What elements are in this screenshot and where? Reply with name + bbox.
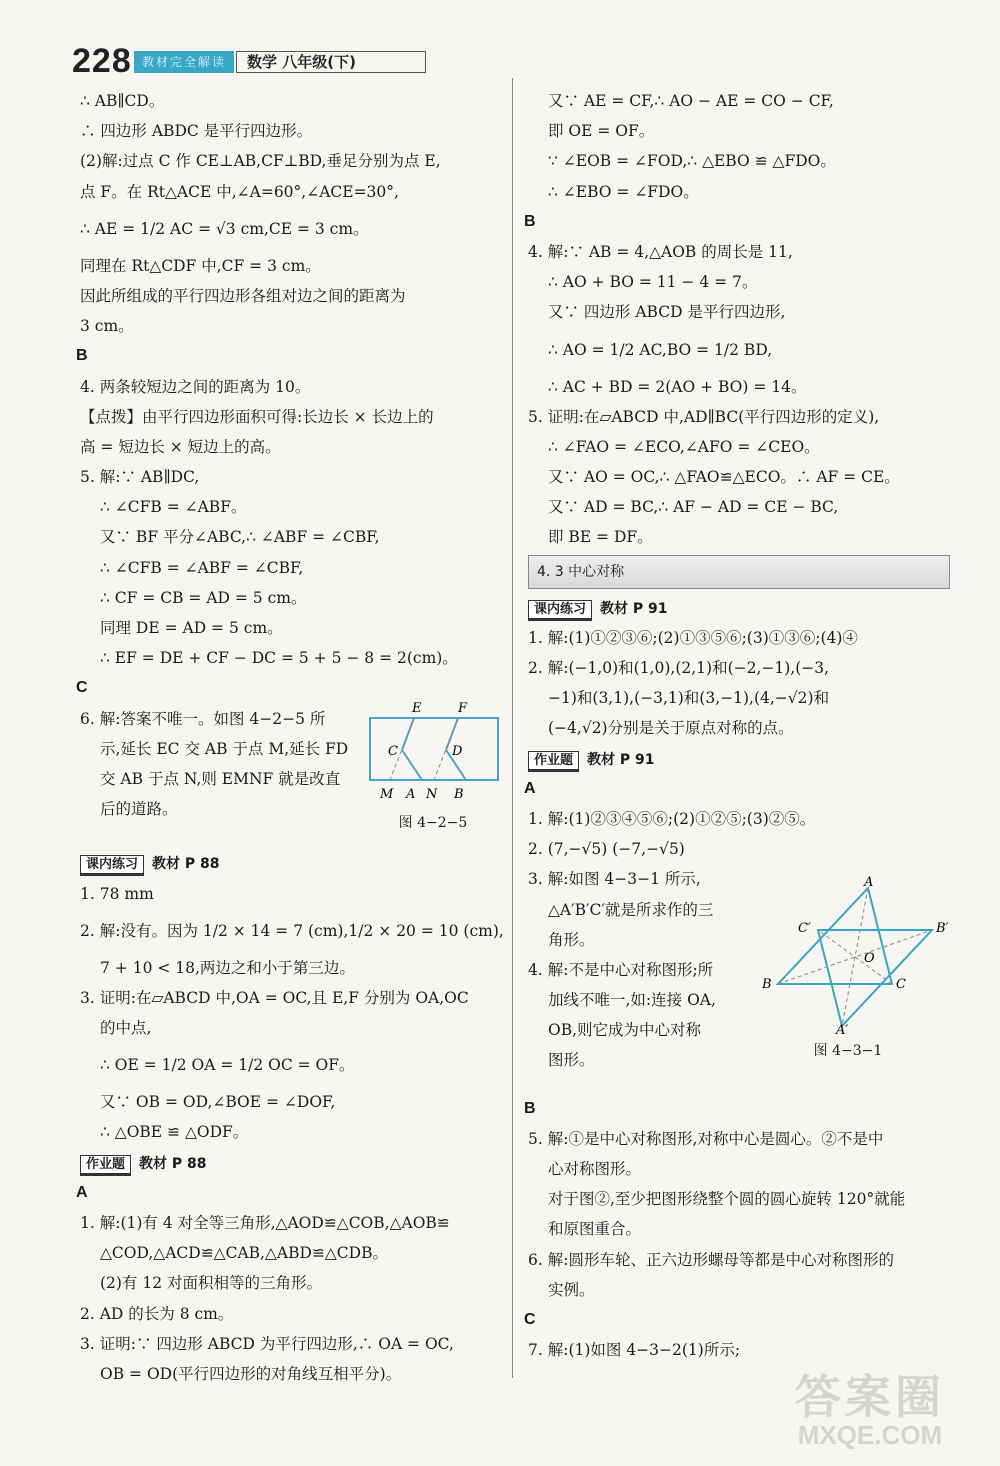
text-line: OB,则它成为中心对称 <box>548 1021 702 1040</box>
homework-tag: 作业题 <box>80 1155 131 1176</box>
text-line: 实例。 <box>548 1280 595 1299</box>
fig-label: B′ <box>936 921 949 936</box>
right-column <box>524 86 968 1365</box>
homework-tag: 作业题 <box>528 751 579 772</box>
text-line: 7 + 10 < 18,两边之和小于第三边。 <box>100 958 355 977</box>
text-line: 5. 证明:在▱ABCD 中,AD∥BC(平行四边形的定义), <box>528 407 880 426</box>
textbook-ref: 教材 P 88 <box>152 856 220 873</box>
fig-label: A <box>864 876 874 890</box>
homework-heading <box>80 1148 500 1178</box>
fig-label: D <box>452 744 463 759</box>
text-line: 即 BE = DF。 <box>548 528 653 547</box>
level-letter: C <box>524 1310 536 1328</box>
text-line: 4. 两条较短边之间的距离为 10。 <box>80 377 311 396</box>
text-line: −1)和(3,1),(−3,1)和(3,−1),(4,−√2)和 <box>548 689 830 708</box>
fig-label: C′ <box>798 921 811 936</box>
text-line: 4. 解:不是中心对称图形;所 <box>528 960 714 979</box>
column-divider <box>512 78 513 1378</box>
text-line: △COD,△ACD≌△CAB,△ABD≌△CDB。 <box>100 1244 388 1263</box>
text-line: 又∵ OB = OD,∠BOE = ∠DOF, <box>100 1093 336 1112</box>
text-line: 4. 解:∵ AB = 4,△AOB 的周长是 11, <box>528 242 793 261</box>
level-letter: B <box>76 347 88 365</box>
level-letter: B <box>524 1099 536 1117</box>
figure-caption: 图 4−2−5 <box>398 815 468 831</box>
practice-tag: 课内练习 <box>80 855 144 876</box>
text-line: ∴ ∠FAO = ∠ECO,∠AFO = ∠CEO。 <box>548 437 820 456</box>
text-line: 交 AB 于点 N,则 EMNF 就是改直 <box>100 769 341 788</box>
text-line: 1. 78 mm <box>80 884 154 903</box>
text-line: 3. 证明:在▱ABCD 中,OA = OC,且 E,F 分别为 OA,OC <box>80 988 469 1007</box>
text-line: ∴ CF = CB = AD = 5 cm。 <box>100 588 307 607</box>
text-line: 角形。 <box>548 930 595 949</box>
text-line: 心对称图形。 <box>548 1160 642 1178</box>
text-line: 又∵ BF 平分∠ABC,∴ ∠ABF = ∠CBF, <box>100 528 380 547</box>
fig-label: E <box>412 701 422 716</box>
fig-label: A′ <box>836 1023 849 1036</box>
text-line: (−4,√2)分别是关于原点对称的点。 <box>548 719 794 738</box>
text-line: ∵ ∠EOB = ∠FOD,∴ △EBO ≌ △FDO。 <box>548 152 836 171</box>
text-line: 1. 解:(1)①②③⑥;(2)①③⑤⑥;(3)①③⑥;(4)④ <box>528 628 858 647</box>
text-line: 7. 解:(1)如图 4−3−2(1)所示; <box>528 1341 741 1360</box>
text-line: 图形。 <box>548 1051 595 1070</box>
text-line: 2. AD 的长为 8 cm。 <box>80 1304 234 1323</box>
fig-label: O <box>864 951 875 966</box>
text-line: 即 OE = OF。 <box>548 122 655 141</box>
text-line: ∴ △OBE ≌ △ODF。 <box>100 1123 249 1142</box>
text-line: 【点拨】由平行四边形面积可得:长边长 × 长边上的 <box>80 407 434 426</box>
text-line: 同理 DE = AD = 5 cm。 <box>100 619 283 637</box>
watermark-title: 答案圈 <box>795 1371 945 1423</box>
text-line: 2. 解:(−1,0)和(1,0),(2,1)和(−2,−1),(−3, <box>528 659 830 677</box>
level-letter: C <box>76 679 88 697</box>
text-line: 1. 解:(1)②③④⑤⑥;(2)①②⑤;(3)②⑤。 <box>528 809 816 828</box>
section-title: 4. 3 中心对称 <box>528 555 950 589</box>
text-line: (2)解:过点 C 作 CE⊥AB,CF⊥BD,垂足分别为点 E, <box>80 152 441 171</box>
text-line: ∴ AC + BD = 2(AO + BO) = 14。 <box>548 377 807 396</box>
text-line: 又∵ 四边形 ABCD 是平行四边形, <box>548 303 786 322</box>
practice-tag: 课内练习 <box>528 600 592 621</box>
text-line: 的中点, <box>100 1019 152 1038</box>
figure-caption: 图 4−3−1 <box>813 1043 883 1059</box>
text-line: ∴ 四边形 ABDC 是平行四边形。 <box>80 122 313 141</box>
text-line: ∴ ∠CFB = ∠ABF = ∠CBF, <box>100 558 304 577</box>
level-letter: B <box>524 212 536 230</box>
fig-label: N <box>426 787 438 802</box>
textbook-ref: 教材 P 91 <box>600 600 668 617</box>
subject-label: 数学 八年级(下) <box>236 51 426 73</box>
text-line: (2)有 12 对面积相等的三角形。 <box>100 1274 323 1293</box>
text-line: 又∵ AE = CF,∴ AO − AE = CO − CF, <box>548 92 834 110</box>
text-line: ∴ OE = 1/2 OA = 1/2 OC = OF。 <box>100 1056 355 1075</box>
fig-label: C <box>388 744 398 759</box>
level-letter: A <box>524 779 536 797</box>
triangle-diagram <box>758 876 958 1036</box>
practice-heading <box>528 593 968 623</box>
watermark-url: MXQE.COM <box>797 1420 943 1450</box>
text-line: 2. 解:没有。因为 1/2 × 14 = 7 (cm),1/2 × 20 = 10 (cm), <box>80 921 504 940</box>
text-line: 又∵ AO = OC,∴ △FAO≌△ECO。∴ AF = CE。 <box>548 468 900 487</box>
fig-label: C <box>896 977 906 992</box>
text-line: 示,延长 EC 交 AB 于点 M,延长 FD <box>100 739 349 758</box>
text-line: 6. 解:圆形车轮、正六边形螺母等都是中心对称图形的 <box>528 1250 894 1269</box>
figure-4-3-1 <box>758 876 958 1066</box>
text-line: 3. 证明:∵ 四边形 ABCD 为平行四边形,∴ OA = OC, <box>80 1334 454 1353</box>
textbook-ref: 教材 P 88 <box>139 1155 207 1172</box>
road-diagram <box>362 700 504 808</box>
text-line: 点 F。在 Rt△ACE 中,∠A=60°,∠ACE=30°, <box>80 182 399 201</box>
text-line: 后的道路。 <box>100 800 178 819</box>
text-line: △A′B′C′就是所求作的三 <box>548 900 714 919</box>
fig-label: B <box>762 977 772 992</box>
page-number: 228 <box>72 42 132 80</box>
text-line: 加线不唯一,如:连接 OA, <box>548 991 716 1010</box>
text-line: 3. 解:如图 4−3−1 所示, <box>528 870 701 889</box>
text-line: 2. (7,−√5) (−7,−√5) <box>528 840 685 859</box>
text-line: 同理在 Rt△CDF 中,CF = 3 cm。 <box>80 256 321 275</box>
text-line: 又∵ AD = BC,∴ AF − AD = CE − BC, <box>548 498 839 517</box>
text-line: 因此所组成的平行四边形各组对边之间的距离为 <box>80 286 406 305</box>
text-line: 5. 解:∵ AB∥DC, <box>80 468 200 487</box>
text-line: 1. 解:(1)有 4 对全等三角形,△AOD≌△COB,△AOB≌ <box>80 1214 450 1232</box>
textbook-ref: 教材 P 91 <box>587 751 655 768</box>
level-letter: A <box>76 1183 88 1201</box>
text-line: ∴ AO = 1/2 AC,BO = 1/2 BD, <box>548 340 773 359</box>
fig-label: M <box>380 787 394 802</box>
text-line: 3 cm。 <box>80 317 134 336</box>
watermark <box>770 1371 970 1454</box>
text-line: 对于图②,至少把图形绕整个圆的圆心旋转 120°就能 <box>548 1190 906 1209</box>
spacer-line <box>528 1076 968 1094</box>
text-line: ∴ ∠CFB = ∠ABF。 <box>100 498 247 517</box>
text-line: ∴ AO + BO = 11 − 4 = 7。 <box>548 273 758 292</box>
fig-label: A <box>406 787 416 802</box>
text-line: ∴ AB∥CD。 <box>80 92 165 110</box>
fig-label: F <box>458 701 468 716</box>
text-line: ∴ ∠EBO = ∠FDO。 <box>548 182 699 201</box>
text-line: 和原图重合。 <box>548 1220 642 1239</box>
text-line: 高 = 短边长 × 短边上的高。 <box>80 437 281 456</box>
text-line: OB = OD(平行四边形的对角线互相平分)。 <box>100 1364 402 1383</box>
homework-heading <box>528 744 968 774</box>
text-line: ∴ AE = 1/2 AC = √3 cm,CE = 3 cm。 <box>80 219 369 238</box>
practice-heading <box>80 848 500 878</box>
text-line: 5. 解:①是中心对称图形,对称中心是圆心。②不是中 <box>528 1129 884 1148</box>
series-banner: 教材完全解读 <box>134 51 234 73</box>
text-line: ∴ EF = DE + CF − DC = 5 + 5 − 8 = 2(cm)。 <box>100 649 458 668</box>
text-line: 6. 解:答案不唯一。如图 4−2−5 所 <box>80 709 326 728</box>
figure-4-2-5 <box>362 700 504 830</box>
fig-label: B <box>454 787 464 802</box>
